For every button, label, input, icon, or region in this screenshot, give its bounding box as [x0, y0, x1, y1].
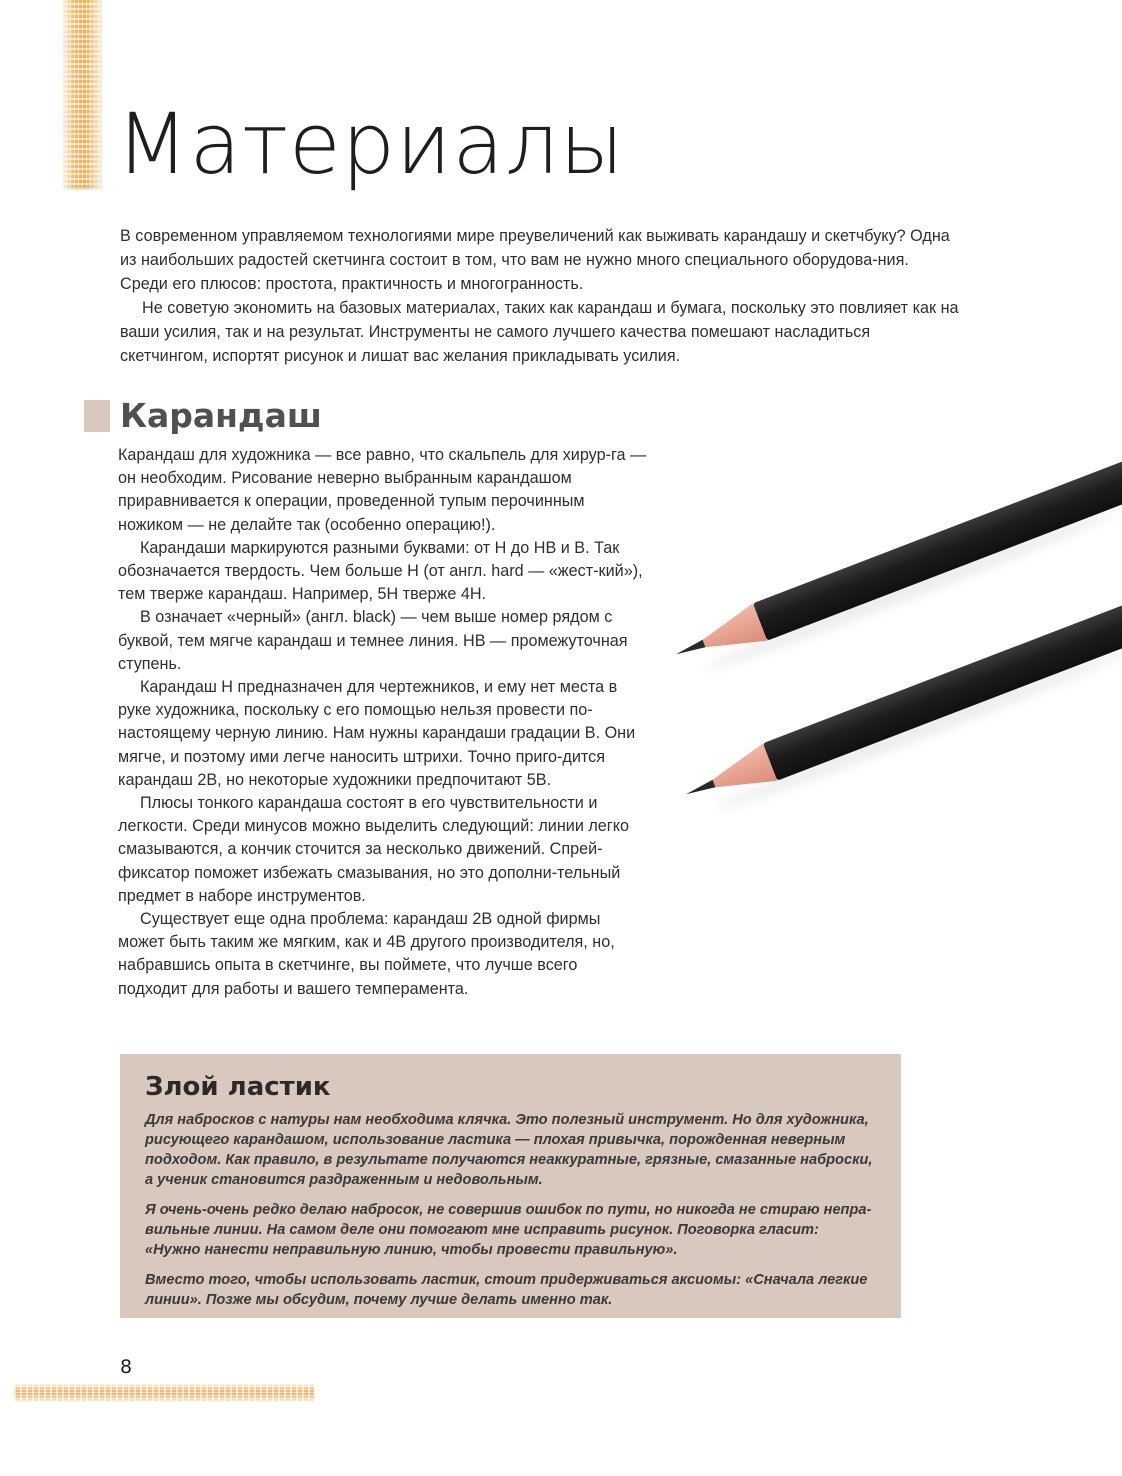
- callout-paragraph: Я очень-очень редко делаю набросок, не совершив ошибок по пути, но никогда не стираю непра-вильные линии. На самом деле они помогают мне исправить рисунок. Поговорка гласит: «Нужно нанести неправильную линию, чтобы провести правильную».: [145, 1202, 872, 1258]
- page-number: 8: [120, 1356, 133, 1378]
- body-paragraph: B означает «черный» (англ. black) — чем выше номер рядом с буквой, тем мягче карандаш и темнее линия. HB — промежуточная ступень.: [118, 608, 628, 673]
- body-paragraph: Существует еще одна проблема: карандаш 2B одной фирмы может быть таким же мягким, как и 4B другого производителя, но, набравшись опыта в скетчинге, вы поймете, что лучше всего подходит для работы и вашего темперамента.: [118, 910, 615, 998]
- callout-box: [120, 1054, 901, 1318]
- body-paragraph: Карандаш H предназначен для чертежников, и ему нет места в руке художника, поскольку с его помощью нельзя провести по-настоящему черную линию. Нам нужны карандаши градации B. Они мягче, и поэтому ими легче наносить штрихи. Точно приго-дится карандаш 2B, но некоторые художники предпочитают 5B.: [118, 678, 636, 789]
- section-heading: Карандаш: [120, 396, 322, 435]
- page-title: Материалы: [116, 95, 625, 193]
- crayon-stroke-horizontal: [14, 1384, 314, 1402]
- pencils-illustration: [590, 440, 1122, 820]
- callout-paragraph: Для набросков с натуры нам необходима клячка. Это полезный инструмент. Но для художника, рисующего карандашом, использование ластика — плохая привычка, порожденная неверным подходом. Как правило, в результате получаются неаккуратные, грязные, смазанные наброски, а ученик становится раздраженным и недовольным.: [145, 1112, 873, 1188]
- intro-text: [120, 224, 960, 368]
- section-marker: [84, 400, 110, 432]
- body-paragraph: Карандаши маркируются разными буквами: от H до HB и B. Так обозначается твердость. Чем больше H (от англ. hard — «жест-кий»), тем тверже карандаш. Например, 5H тверже 4H.: [118, 538, 643, 604]
- intro-paragraph: Не советую экономить на базовых материалах, таких как карандаш и бумага, поскольку это повлияет как на ваши усилия, так и на результат. Инструменты не самого лучшего качества помешают насладиться скетчингом, испортят рисунок и лишат вас желания прикладывать усилия.: [120, 299, 959, 365]
- section-body: [118, 444, 648, 1001]
- body-paragraph: Карандаш для художника — все равно, что скальпель для хирур-га — он необходим. Рисование неверно выбранным карандашом приравнивается к операции, проведенной тупым перочинным ножиком — не делайте так (особенно операцию!).: [118, 446, 647, 534]
- intro-paragraph: В современном управляемом технологиями мире преувеличений как выживать карандашу и скетчбуку? Одна из наибольших радостей скетчинга состоит в том, что вам не нужно много специального оборудова-ния. Среди его плюсов: простота, практичность и многогранность.: [120, 227, 950, 293]
- body-paragraph: Плюсы тонкого карандаша состоят в его чувствительности и легкости. Среди минусов можно выделить следующий: линии легко смазываются, а кончик сточится за несколько движений. Спрей-фиксатор поможет избежать смазывания, но это дополни-тельный предмет в наборе инструментов.: [118, 794, 629, 905]
- callout-title: Злой ластик: [145, 1072, 331, 1102]
- crayon-stroke-vertical: [62, 0, 102, 190]
- callout-paragraph: Вместо того, чтобы использовать ластик, стоит придерживаться аксиомы: «Сначала легкие линии». Позже мы обсудим, почему лучше делать именно так.: [145, 1272, 868, 1308]
